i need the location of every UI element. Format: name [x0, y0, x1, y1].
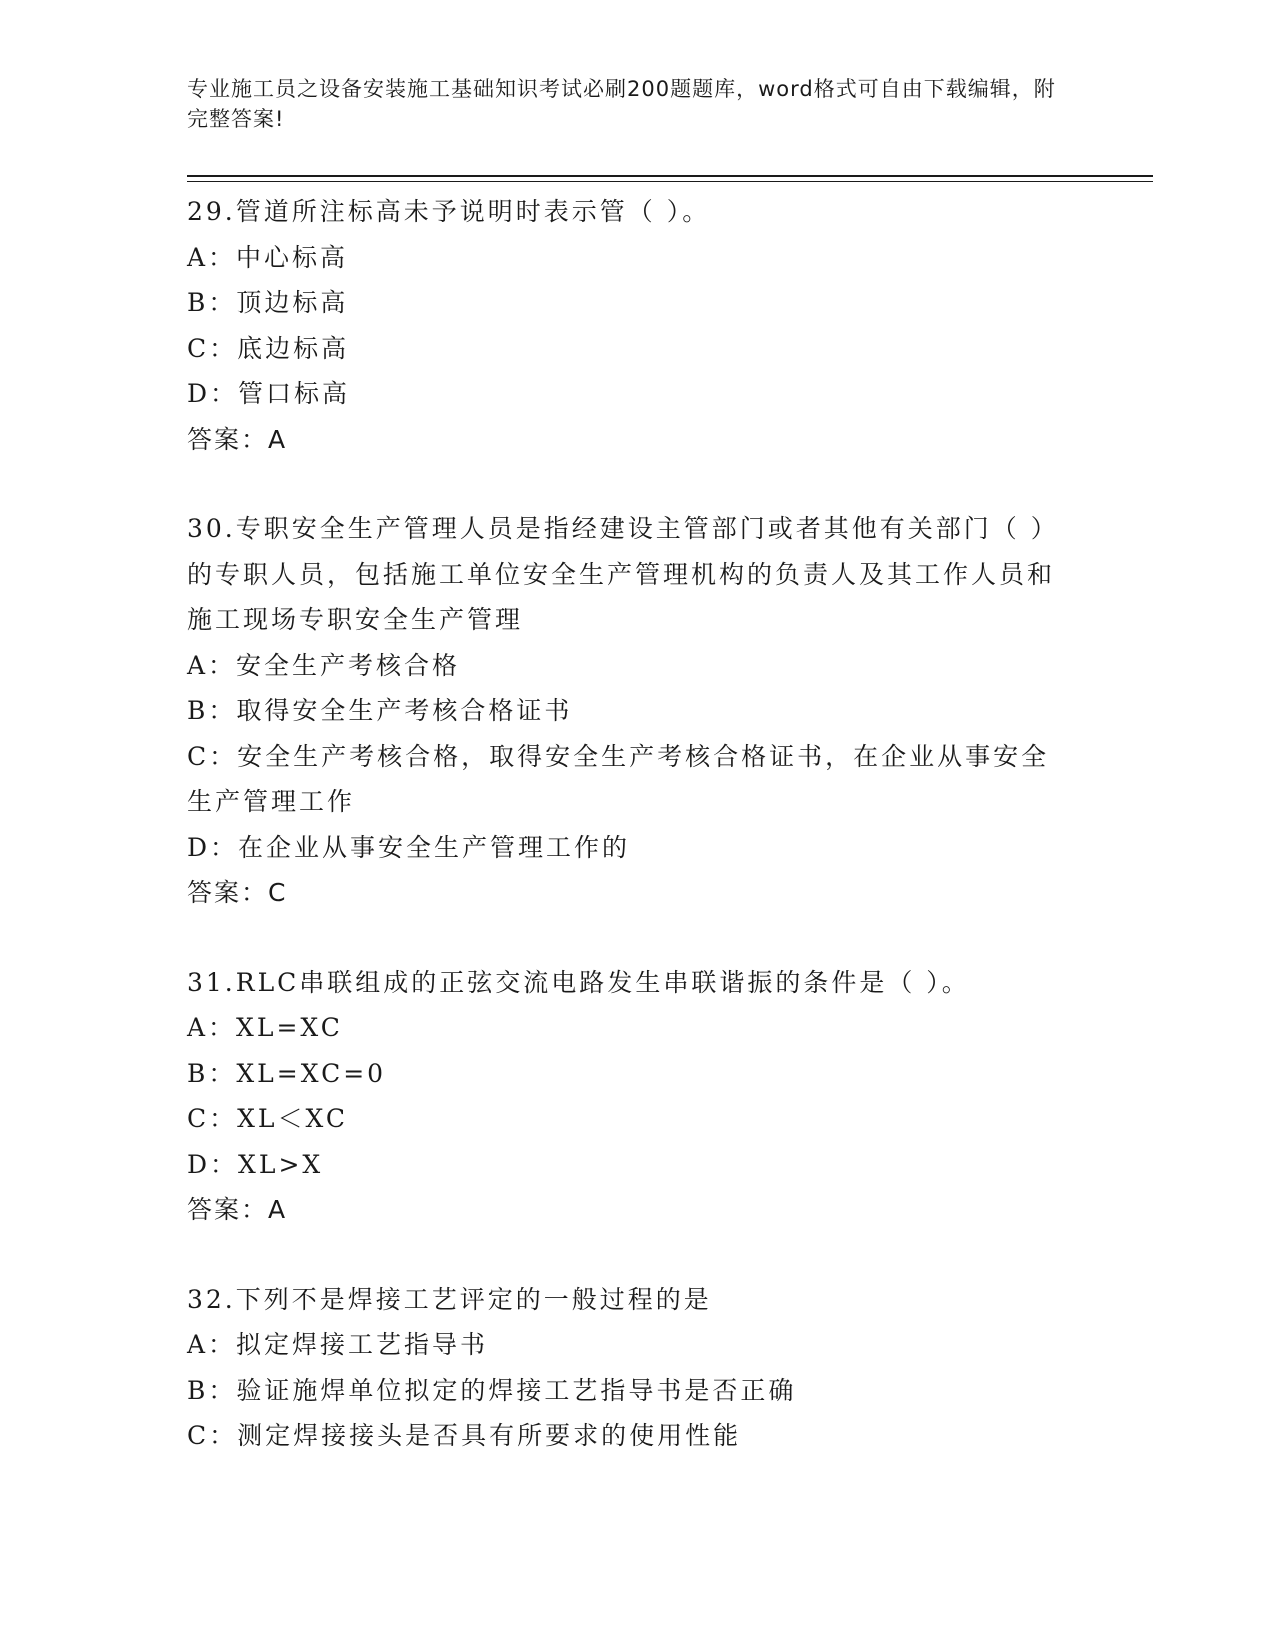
question-32 — [187, 1277, 1067, 1459]
question-text: 30.专职安全生产管理人员是指经建设主管部门或者其他有关部门（ ）的专职人员，包括施工单位安全生产管理机构的负责人及其工作人员和施工现场专职安全生产管理 — [187, 514, 1059, 634]
question-text: 29.管道所注标高未予说明时表示管（ ）。 — [187, 197, 711, 226]
option-a: A：拟定焊接工艺指导书 — [187, 1330, 489, 1359]
option-d: D：在企业从事安全生产管理工作的 — [187, 832, 631, 862]
option-d: D：XL>X — [187, 1149, 324, 1179]
option-c: C：底边标高 — [187, 333, 350, 363]
option-b: B：取得安全生产考核合格证书 — [187, 696, 573, 725]
header-divider — [187, 175, 1153, 177]
option-c: C：测定焊接接头是否具有所要求的使用性能 — [187, 1421, 742, 1450]
question-text: 32.下列不是焊接工艺评定的一般过程的是 — [187, 1284, 712, 1314]
answer-line: 答案：C — [187, 878, 288, 907]
option-b: B：顶边标高 — [187, 288, 349, 317]
question-30 — [187, 506, 1067, 916]
answer-line: 答案：A — [187, 424, 288, 454]
option-a: A：中心标高 — [187, 242, 349, 272]
option-a: A：安全生产考核合格 — [187, 650, 461, 680]
option-b: B：验证施焊单位拟定的焊接工艺指导书是否正确 — [187, 1375, 797, 1405]
question-31 — [187, 960, 1067, 1233]
question-list — [187, 189, 1067, 1503]
header-divider-thin — [187, 181, 1153, 182]
option-a: A：XL=XC — [187, 1013, 343, 1042]
option-d: D：管口标高 — [187, 379, 351, 408]
question-29 — [187, 189, 1067, 462]
document-header: 专业施工员之设备安装施工基础知识考试必刷200题题库，word格式可自由下载编辑，附完整答案! — [187, 77, 1056, 131]
option-c: C：安全生产考核合格，取得安全生产考核合格证书，在企业从事安全生产管理工作 — [187, 741, 1050, 816]
option-b: B：XL=XC=0 — [187, 1058, 387, 1088]
answer-line: 答案：A — [187, 1195, 288, 1224]
option-c: C：XL＜XC — [187, 1104, 349, 1133]
question-text: 31.RLC串联组成的正弦交流电路发生串联谐振的条件是（ ）。 — [187, 967, 970, 997]
